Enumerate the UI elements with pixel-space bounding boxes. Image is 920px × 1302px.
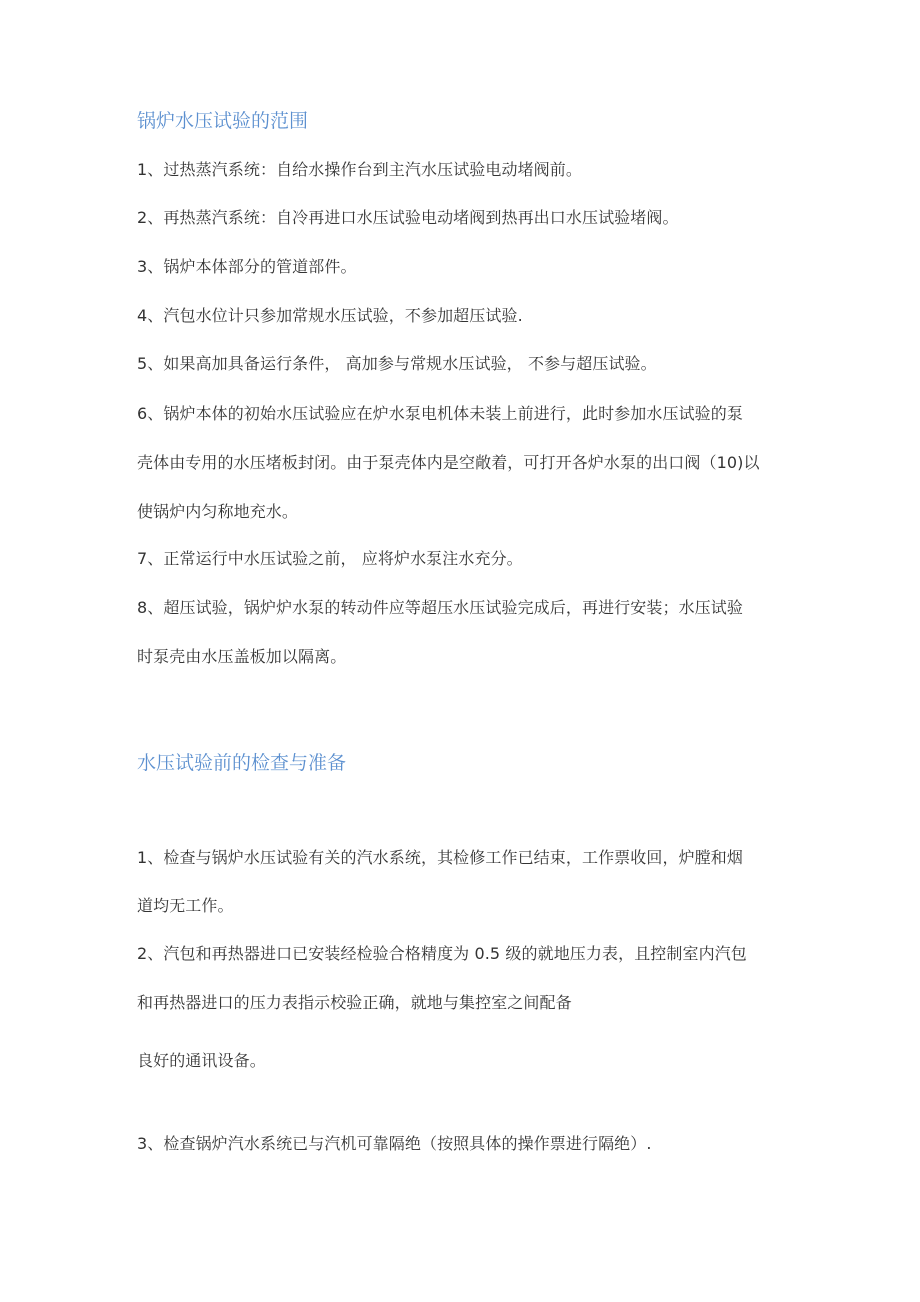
- paragraph-line: 道均无工作。: [137, 896, 234, 915]
- paragraph-line: 1、检查与锅炉水压试验有关的汽水系统，其检修工作已结束，工作票收回，炉膛和烟: [137, 848, 743, 867]
- section-heading-range: 锅炉水压试验的范围: [137, 110, 309, 132]
- paragraph-line: 4、汽包水位计只参加常规水压试验，不参加超压试验.: [137, 306, 523, 325]
- paragraph-line: 良好的通讯设备。: [137, 1051, 266, 1070]
- paragraph-line: 使锅炉内匀称地充水。: [137, 502, 299, 521]
- paragraph-line: 2、再热蒸汽系统：自冷再进口水压试验电动堵阀到热再出口水压试验堵阀。: [137, 208, 679, 227]
- paragraph-line: 8、超压试验，锅炉炉水泵的转动件应等超压水压试验完成后，再进行安装；水压试验: [137, 598, 743, 617]
- paragraph-line: 6、锅炉本体的初始水压试验应在炉水泵电机体未装上前进行，此时参加水压试验的泵: [137, 404, 743, 423]
- paragraph-line: 3、锅炉本体部分的管道部件。: [137, 257, 357, 276]
- paragraph-line: 7、正常运行中水压试验之前， 应将炉水泵注水充分。: [137, 549, 523, 568]
- paragraph-line: 和再热器进口的压力表指示校验正确，就地与集控室之间配备: [137, 993, 572, 1012]
- paragraph-line: 时泵壳由水压盖板加以隔离。: [137, 647, 347, 666]
- paragraph-line: 壳体由专用的水压堵板封闭。由于泵壳体内是空敞着，可打开各炉水泵的出口阀（10)以: [137, 453, 760, 472]
- paragraph-line: 3、检查锅炉汽水系统已与汽机可靠隔绝（按照具体的操作票进行隔绝）.: [137, 1134, 652, 1153]
- paragraph-line: 1、过热蒸汽系统：自给水操作台到主汽水压试验电动堵阀前。: [137, 160, 582, 179]
- section-heading-preparation: 水压试验前的检查与准备: [137, 752, 347, 774]
- paragraph-line: 5、如果高加具备运行条件， 高加参与常规水压试验， 不参与超压试验。: [137, 354, 657, 373]
- paragraph-line: 2、汽包和再热器进口已安装经检验合格精度为 0.5 级的就地压力表，且控制室内汽包: [137, 944, 747, 963]
